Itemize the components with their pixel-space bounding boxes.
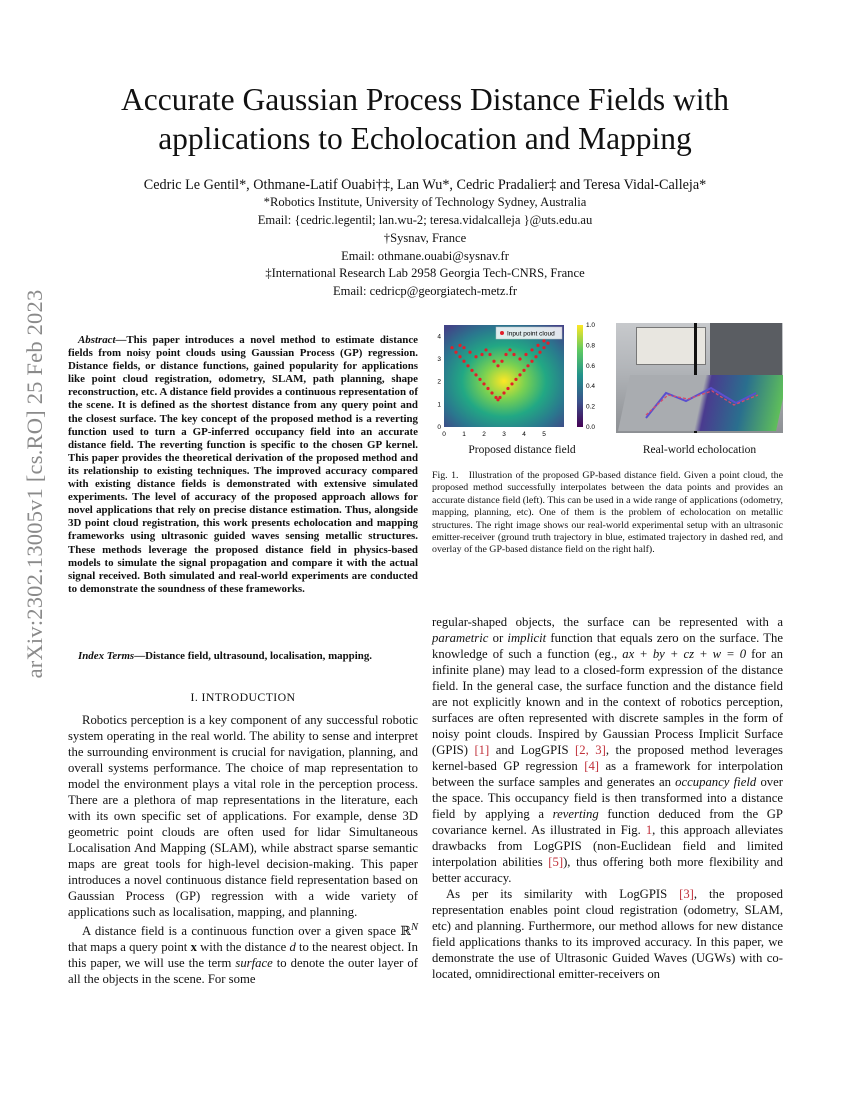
x-tick-label: 3 [502, 431, 506, 438]
index-terms-label: Index Terms [78, 650, 135, 662]
citation-2-3[interactable]: [2, 3] [575, 743, 606, 757]
point-cloud-marker [502, 391, 505, 394]
caption-label: Fig. 1. [432, 470, 459, 481]
abstract [68, 334, 418, 596]
point-cloud-marker [484, 348, 487, 351]
y-tick-label: 1 [437, 401, 441, 409]
point-cloud-marker [530, 348, 533, 351]
point-cloud-marker [458, 355, 461, 358]
citation-3[interactable]: [3] [679, 887, 694, 901]
affiliation-2-email: Email: othmane.ouabi@sysnav.fr [341, 249, 509, 263]
intro-right-column [432, 614, 783, 982]
point-cloud-marker [542, 346, 545, 349]
point-cloud-marker [474, 355, 477, 358]
abstract-text: —This paper introduces a novel method to estimate distance fields from noisy point clouds using Gaussian Process (GP) regression. Distance fields, or distance functions, gained popularity for applications like point cloud registration, odometry, SLAM, path planning, shape reconstruction, etc. A distance field provides a continuous representation of the scene. It is defined as the shortest distance from any query point and the closest surface. The key concept of the proposed method is a reverting function used to turn a GP-inferred occupancy field into an accurate distance field. The reverting function is specific to the chosen GP kernel. This paper provides the theoretical derivation of the proposed method and its relationship to existing techniques. The improved accuracy compared with existing distance fields is demonstrated with extensive simulated experiments. The level of accuracy of the proposed approach allows for novel applications that rely on precise distance estimation. Thus, alongside 3D point cloud registration, this work presents echolocation and mapping frameworks using ultrasonic guided waves sensing metallic structures. These methods leverage the proposed distance field in physics-based models to simulate the signal propagation and compare it with the actual signal received. Both simulated and real-world experiments are conducted to demonstrate the soundness of these frameworks. [68, 334, 418, 595]
citation-4[interactable]: [4] [584, 759, 600, 773]
index-terms-text: —Distance field, ultrasound, localisation, mapping. [134, 650, 372, 662]
real-space-symbol: ℝ [400, 924, 411, 939]
point-cloud-marker [458, 344, 461, 347]
point-cloud-marker [496, 364, 499, 367]
figure-1-caption [432, 470, 783, 557]
echolocation-photo [616, 323, 783, 433]
legend-label: Input point cloud [507, 330, 555, 338]
point-cloud-marker [530, 360, 533, 363]
right-paragraph-1: regular-shaped objects, the surface can be represented with a parametric or implicit function that equals zero on the surface. The knowledge of such a function (eg., ax + by + cz + w = 0 for an infinite plane) may lead to a closed-form expression of the distance field. In the general case, the surface function and the distance field are not explicitly known and in the context of robotics perception, surfaces are often represented with discrete samples in the form of noisy point clouds. Inspired by Gaussian Process Implicit Surface (GPIS) [1] and LogGPIS [2, 3], the proposed method leverages kernel-based GP regression [4] as a framework for interpolation between the surface samples and generates an occupancy field over the space. This occupancy field is then transformed into a distance field by applying a reverting function deduced from the GP covariance kernel. As illustrated in Fig. 1, this approach alleviates drawbacks from LogGPIS (non-Euclidean field and limited interpolation abilities [5]), thus offering both more flexibility and better accuracy. [432, 615, 784, 885]
point-cloud-marker [482, 382, 485, 385]
title-line-2: applications to Echolocation and Mapping [158, 121, 692, 156]
heatmap-plot-area [444, 325, 564, 427]
colorbar-tick-label: 0.6 [586, 362, 596, 370]
affiliation-1-email: Email: {cedric.legentil; lan.wu-2; teresa.vidalcalleja }@uts.edu.au [257, 213, 593, 227]
point-cloud-marker [504, 353, 507, 356]
point-cloud-marker [534, 355, 537, 358]
affiliation-2: †Sysnav, France [383, 231, 467, 245]
point-cloud-marker [474, 373, 477, 376]
colorbar-tick-label: 0.8 [586, 342, 596, 350]
arxiv-identifier [20, 289, 50, 678]
point-cloud-marker [526, 364, 529, 367]
point-cloud-marker [512, 353, 515, 356]
colorbar-ticks [586, 322, 595, 431]
point-cloud-marker [514, 378, 517, 381]
colorbar-tick-label: 0.4 [586, 383, 596, 391]
author-list: Cedric Le Gentil*, Othmane-Latif Ouabi†‡, Lan Wu*, Cedric Pradalier‡ and Teresa Vidal-Calleja* [143, 177, 707, 193]
affiliation-1: *Robotics Institute, University of Technology Sydney, Australia [263, 195, 587, 209]
point-cloud-marker [450, 346, 453, 349]
point-cloud-marker [510, 382, 513, 385]
point-cloud-marker [538, 351, 541, 354]
affiliation-3-email: Email: cedricp@georgiatech-metz.fr [332, 284, 518, 298]
intro-paragraph-2: A distance field is a continuous function over a given space ℝ$^N$ that maps a query point x with the distance d to the nearest object. In this paper, we will use the term surface to denote the outer layer of all the objects in the scene. For some [68, 922, 418, 987]
y-tick-label: 0 [437, 424, 441, 431]
x-tick-label: 1 [462, 431, 466, 438]
point-cloud-marker [466, 364, 469, 367]
point-cloud-marker [498, 396, 501, 399]
photo-trajectory-overlay [616, 323, 783, 433]
point-cloud-marker [518, 357, 521, 360]
point-cloud-marker [536, 344, 539, 347]
point-cloud-marker [478, 378, 481, 381]
y-tick-label: 4 [437, 333, 441, 341]
point-cloud-marker [542, 339, 545, 342]
x-tick-label: 5 [542, 431, 546, 438]
point-cloud-marker [508, 348, 511, 351]
right-paragraph-2: As per its similarity with LogGPIS [3], the proposed representation enables point cloud registration (odometry, SLAM, etc) and planning. Furthermore, our method allows for new distance field applications thanks to its improved accuracy. In this paper, we demonstrate the use of Ultrasonic Guided Waves (UGWs) with co-located, omnidirectional emitter-receivers on [432, 887, 783, 981]
point-cloud-marker [486, 387, 489, 390]
point-cloud-marker [518, 373, 521, 376]
arxiv-id-text: arXiv:2302.13005v1 [cs.RO] 25 Feb 2023 [22, 289, 47, 678]
y-tick-label: 3 [437, 356, 441, 363]
abstract-label: Abstract [78, 334, 116, 346]
point-cloud-marker [454, 351, 457, 354]
colorbar-tick-label: 0.0 [586, 424, 596, 431]
intro-left-column [68, 712, 418, 987]
colorbar [577, 325, 583, 427]
citation-5[interactable]: [5] [548, 855, 564, 869]
title-line-1: Accurate Gaussian Process Distance Fields with [121, 82, 729, 117]
x-tick-label: 0 [442, 431, 446, 438]
point-cloud-marker [470, 369, 473, 372]
colorbar-tick-label: 0.2 [586, 403, 596, 411]
caption-text: Illustration of the proposed GP-based distance field. Given a point cloud, the proposed method successfully interpolates between the data points and provides an accurate distance field (left). This can be used in a wide range of applications (odometry, mapping, planning, etc). One of them is the problem of echolocation on metallic structures. The right image shows our real-world experimental setup with an ultrasonic emitter-receiver (ground truth trajectory in blue, estimated trajectory in dashed red, and overlay of the GP-based distance field on the right half). [432, 470, 783, 556]
x-tick-label: 2 [482, 431, 486, 438]
point-cloud-marker [522, 369, 525, 372]
point-cloud-marker [488, 353, 491, 356]
point-cloud-marker [480, 353, 483, 356]
subcaption-left: Proposed distance field [468, 444, 576, 456]
x-tick-label: 4 [522, 431, 526, 438]
colorbar-tick-label: 1.0 [586, 322, 596, 329]
point-cloud-marker [506, 387, 509, 390]
point-cloud-marker [462, 346, 465, 349]
point-cloud-marker [546, 342, 549, 345]
point-cloud-marker [500, 360, 503, 363]
section-heading-introduction: I. INTRODUCTION [190, 690, 296, 704]
point-cloud-marker [492, 360, 495, 363]
y-tick-label: 2 [437, 378, 441, 386]
point-cloud-marker [490, 391, 493, 394]
distance-field-heatmap [432, 321, 610, 439]
index-terms [68, 650, 418, 663]
point-cloud-marker [524, 353, 527, 356]
point-cloud-marker [468, 351, 471, 354]
legend-marker [500, 331, 504, 335]
subcaption-right: Real-world echolocation [642, 444, 757, 456]
intro-paragraph-1: Robotics perception is a key component of any successful robotic system operating in the real world. The ability to sense and interpret the surrounding environment is crucial for navigation, planning, and overall systems performance. The choice of map representation to model the environment plays a vital role in the perception process. There are a plethora of map representations in the literature, each with its own specific set of applications. For example, dense 3D geometric point clouds are often used for lidar Simultaneous Localisation And Mapping (SLAM), while abstract sparse semantic maps are great tools for high-level decision-making. This paper introduces a novel continuous distance field representation based on Gaussian Process (GP) regression with a wide variety of applications such as localisation, mapping, and planning. [68, 713, 418, 919]
paper-title [60, 80, 790, 158]
point-cloud-marker [462, 360, 465, 363]
affiliation-3: ‡International Research Lab 2958 Georgia Tech-CNRS, France [265, 266, 585, 280]
figure-1-reference[interactable]: 1 [645, 823, 653, 837]
citation-1[interactable]: [1] [474, 743, 490, 757]
